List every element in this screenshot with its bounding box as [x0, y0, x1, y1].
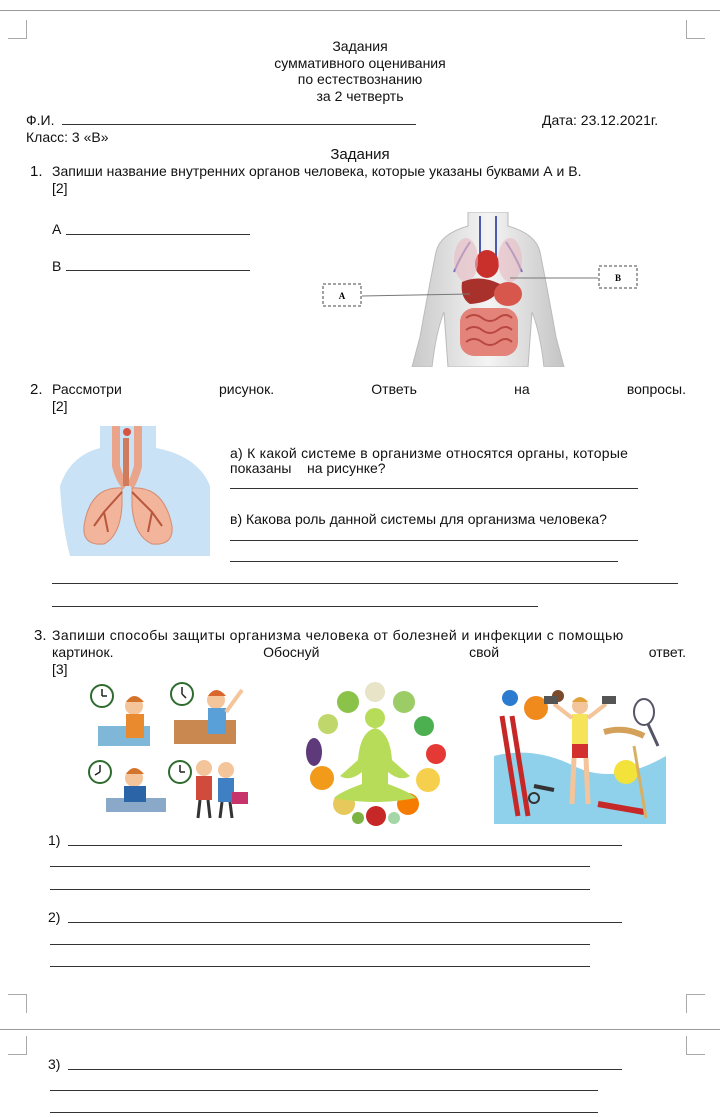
task1-number: 1.	[30, 163, 43, 180]
task3-answer-2-line1[interactable]	[68, 922, 622, 923]
task3-word-2: Обоснуй	[263, 644, 320, 660]
sport-illustration	[494, 686, 666, 824]
class-label: Класс: 3 «В»	[26, 129, 109, 145]
torso-illustration	[320, 212, 645, 367]
corner-mark-bottom-right	[686, 994, 705, 1013]
header-subject: по естествознанию	[297, 71, 423, 87]
task3-number: 3.	[34, 627, 47, 644]
task3-word-1: картинок.	[52, 644, 114, 660]
task3-answer-3-label: 3)	[48, 1056, 61, 1072]
task1-answer-a[interactable]	[66, 234, 250, 235]
task3-answer-1-line1[interactable]	[68, 845, 622, 846]
header-title: Задания	[332, 38, 388, 54]
task2-answer-b-line1[interactable]	[230, 540, 638, 541]
corner-mark-next-top-right	[686, 1036, 705, 1055]
corner-mark-next-top-left	[8, 1036, 27, 1055]
tasks-heading: Задания	[330, 146, 390, 163]
daily-routine-illustration	[86, 680, 254, 822]
task2-answer-b-line4[interactable]	[52, 606, 538, 607]
task2-word-4: на	[514, 381, 530, 397]
task3-answer-1-line2[interactable]	[50, 866, 590, 867]
task3-line1: Запиши способы защиты организма человека от болезней и инфекции с помощью	[52, 627, 624, 643]
daily-routine-picture	[86, 680, 254, 822]
page-top-edge	[0, 10, 720, 11]
fio-label: Ф.И.	[26, 112, 55, 128]
task1-text: Запиши название внутренних органов человека, которые указаны буквами А и В.	[52, 163, 582, 179]
task3-points: [3]	[52, 661, 68, 677]
task2-number: 2.	[30, 381, 43, 398]
diagram-label-a: A	[338, 291, 346, 301]
task1-label-b: В	[52, 258, 62, 274]
task2-question-a-line2: показаны на рисунке?	[230, 460, 386, 476]
corner-mark-top-left	[8, 20, 27, 39]
task2-question-b: в) Какова роль данной системы для организма человека?	[230, 511, 607, 527]
task3-answer-2-line2[interactable]	[50, 944, 590, 945]
task2-answer-a-line[interactable]	[230, 488, 638, 489]
corner-mark-bottom-left	[8, 994, 27, 1013]
task2-word-2: рисунок.	[218, 381, 275, 397]
lungs-illustration	[60, 426, 210, 556]
header-quarter: за 2 четверть	[316, 88, 404, 104]
respiratory-system-picture	[60, 426, 210, 556]
task2-word-1: Рассмотри	[52, 381, 122, 397]
task2-word-3: Ответь	[371, 381, 417, 397]
task1-label-a: А	[52, 221, 62, 237]
task2-heading	[52, 381, 686, 397]
task3-answer-1-line3[interactable]	[50, 889, 590, 890]
task2-answer-b-line3[interactable]	[52, 583, 678, 584]
diagram-label-b: B	[614, 273, 622, 283]
task3-word-4: ответ.	[648, 644, 686, 660]
fio-answer-line[interactable]	[62, 124, 416, 125]
page-break-line	[0, 1029, 720, 1030]
task3-answer-3-line1[interactable]	[68, 1069, 622, 1070]
task1-answer-b[interactable]	[66, 270, 250, 271]
task2-question-a-line1: а) К какой системе в организме относятся органы, которые	[230, 445, 629, 461]
task2-word-5: вопросы.	[626, 381, 686, 397]
task1-points: [2]	[52, 180, 68, 196]
corner-mark-top-right	[686, 20, 705, 39]
task3-answer-3-line3[interactable]	[50, 1112, 598, 1113]
task3-word-3: свой	[469, 644, 500, 660]
healthy-food-illustration	[300, 680, 450, 828]
sport-equipment-picture	[494, 686, 666, 824]
task3-answer-2-line3[interactable]	[50, 966, 590, 967]
internal-organs-diagram	[320, 212, 645, 367]
date-label: Дата: 23.12.2021г.	[542, 112, 659, 128]
task3-answer-1-label: 1)	[48, 832, 61, 848]
healthy-food-picture	[300, 680, 450, 828]
header-subtitle: суммативного оценивания	[274, 55, 446, 71]
task2-answer-b-line2[interactable]	[230, 561, 618, 562]
task3-answer-3-line2[interactable]	[50, 1090, 598, 1091]
task2-points: [2]	[52, 398, 68, 414]
task3-answer-2-label: 2)	[48, 909, 61, 925]
task3-line2	[52, 644, 686, 660]
